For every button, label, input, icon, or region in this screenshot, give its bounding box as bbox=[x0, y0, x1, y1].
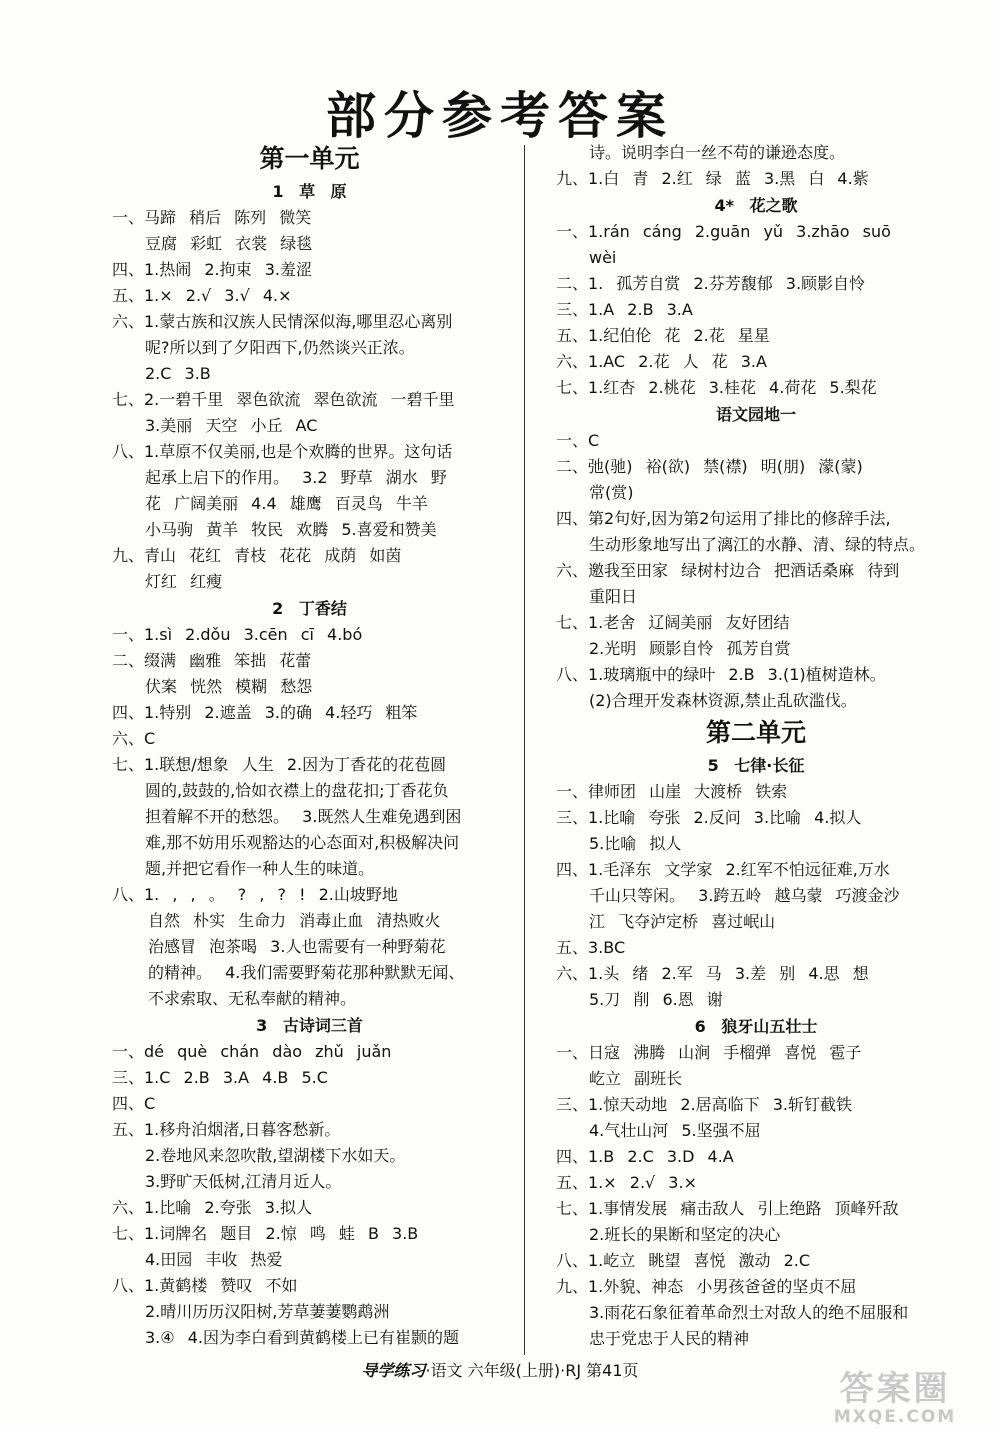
answer-line: 5.比喻 拟人 bbox=[589, 834, 682, 853]
answer-line: 一、dé què chán dào zhǔ juǎn bbox=[112, 1042, 392, 1061]
answer-line: 五、1.移舟泊烟渚,日暮客愁新。 bbox=[112, 1120, 341, 1139]
answer-line: 圆的,鼓鼓的,恰如衣襟上的盘花扣;丁香花负 bbox=[145, 781, 449, 800]
answer-line: 一、马蹄 稍后 陈列 微笑 bbox=[112, 208, 312, 227]
answer-line: 九、青山 花红 青枝 花花 成荫 如茵 bbox=[112, 546, 402, 565]
answer-line: 四、1.B 2.C 3.D 4.A bbox=[556, 1147, 734, 1166]
answer-line: 3.雨花石象征着革命烈士对敌人的绝不屈服和 bbox=[589, 1303, 909, 1322]
answer-line: 灯红 红瘦 bbox=[145, 572, 223, 591]
answer-line: 七、1.联想/想象 人生 2.因为丁香花的花苞圆 bbox=[112, 755, 447, 774]
answer-line: wèi bbox=[589, 248, 617, 267]
answer-line: 五、1.纪伯伦 花 2.花 星星 bbox=[556, 326, 770, 345]
answer-line: 二、弛(驰) 裕(欲) 禁(襟) 明(朋) 濛(蒙) bbox=[556, 457, 863, 476]
watermark-logo bbox=[800, 1370, 990, 1428]
right-column bbox=[556, 140, 956, 1352]
answer-line: 3.④ 4.因为李白看到黄鹤楼上已有崔颢的题 bbox=[145, 1328, 459, 1347]
answer-line: 七、1.老舍 辽阔美丽 友好团结 bbox=[556, 613, 790, 632]
answer-line: 一、日寇 沸腾 山涧 手榴弹 喜悦 雹子 bbox=[556, 1043, 862, 1062]
answer-line: 五、1.× 2.√ 3.√ 4.× bbox=[112, 286, 292, 305]
answer-line: 六、邀我至田家 绿树村边合 把酒话桑麻 待到 bbox=[556, 561, 900, 580]
lesson-heading: 语文园地一 bbox=[715, 405, 796, 424]
answer-line: 四、1.热闹 2.拘束 3.羞涩 bbox=[112, 260, 312, 279]
answer-line: 一、律师团 山崖 大渡桥 铁索 bbox=[556, 782, 788, 801]
lesson-heading: 5 七律·长征 bbox=[707, 756, 805, 775]
footer-info: ·语文 六年级(上册)·RJ 第41页 bbox=[425, 1361, 639, 1380]
answer-line: 屹立 副班长 bbox=[589, 1069, 683, 1088]
footer-brand: 导学练习 bbox=[361, 1361, 426, 1380]
column-divider bbox=[524, 145, 525, 1355]
answer-line: 3.野旷天低树,江清月近人。 bbox=[145, 1172, 342, 1191]
answer-line: 题,并把它看作一种人生的味道。 bbox=[145, 859, 375, 878]
answer-line: 2.光明 顾影自怜 孤芳自赏 bbox=[589, 639, 791, 658]
answer-line: 六、1.蒙古族和汉族人民情深似海,哪里忍心离别 bbox=[112, 312, 453, 331]
answer-line: 治感冒 泡茶喝 3.人也需要有一种野菊花 bbox=[148, 937, 446, 956]
answer-line: 八、1.屹立 眺望 喜悦 激动 2.C bbox=[556, 1251, 811, 1270]
answer-line: 2.晴川历历汉阳树,芳草萋萋鹦鹉洲 bbox=[145, 1302, 390, 1321]
lesson-heading: 3 古诗词三首 bbox=[256, 1016, 363, 1035]
answer-line: 一、C bbox=[556, 431, 600, 450]
answer-line: 四、1.特别 2.遮盖 3.的确 4.轻巧 粗笨 bbox=[112, 703, 418, 722]
answer-line: 伏案 恍然 模糊 愁怨 bbox=[145, 677, 313, 696]
answer-line: 3.美丽 天空 小丘 AC bbox=[145, 416, 318, 435]
answer-line: 七、1.事情发展 痛击敌人 引上绝路 顶峰歼敌 bbox=[556, 1199, 899, 1218]
answer-line: 4.气壮山河 5.坚强不屈 bbox=[589, 1121, 761, 1140]
answer-line: 七、1.红杏 2.桃花 3.桂花 4.荷花 5.梨花 bbox=[556, 378, 877, 397]
answer-line: 八、1.草原不仅美丽,也是个欢腾的世界。这句话 bbox=[112, 442, 453, 461]
answer-line: 难,那不妨用乐观豁达的心态面对,积极解决问 bbox=[145, 833, 460, 852]
answer-line: 4.田园 丰收 热爱 bbox=[145, 1250, 283, 1269]
watermark-url: MXQE.COM bbox=[833, 1407, 957, 1427]
answer-line: 八、1.玻璃瓶中的绿叶 2.B 3.(1)植树造林。 bbox=[556, 665, 886, 684]
answer-line: 忠于党忠于人民的精神 bbox=[589, 1329, 750, 1348]
answer-line: 2.卷地风来忽吹散,望湖楼下水如天。 bbox=[145, 1146, 406, 1165]
answer-line: 不求索取、无私奉献的精神。 bbox=[148, 989, 357, 1008]
answer-line: 重阳日 bbox=[589, 587, 638, 606]
answer-line: 四、1.毛泽东 文学家 2.红军不怕远征难,万水 bbox=[556, 860, 890, 879]
lesson-heading: 4* 花之歌 bbox=[714, 196, 798, 215]
answer-line: 豆腐 彩虹 衣裳 绿毯 bbox=[145, 234, 313, 253]
answer-line: 九、1.白 青 2.红 绿 蓝 3.黑 白 4.紫 bbox=[556, 169, 869, 188]
answer-line: 四、第2句好,因为第2句运用了排比的修辞手法, bbox=[556, 509, 891, 528]
answer-line: 六、C bbox=[112, 729, 156, 748]
answer-line: 的精神。 4.我们需要野菊花那种默默无闻、 bbox=[148, 963, 465, 982]
answer-line: 千山只等闲。 3.跨五岭 越乌蒙 巧渡金沙 bbox=[589, 886, 900, 905]
answer-line: 小马驹 黄羊 牧民 欢腾 5.喜爱和赞美 bbox=[145, 520, 437, 539]
page-title: 部分参考答案 bbox=[326, 86, 674, 145]
answer-line: 呢?所以到了夕阳西下,仍然谈兴正浓。 bbox=[145, 338, 415, 357]
answer-line: 二、缀满 幽雅 笨拙 花蕾 bbox=[112, 651, 312, 670]
answer-line: 七、1.词牌名 题目 2.惊 鸣 蛙 B 3.B bbox=[112, 1224, 419, 1243]
answer-line: 起承上启下的作用。 3.2 野草 湖水 野 bbox=[145, 468, 447, 487]
left-column bbox=[112, 140, 507, 1351]
answer-line: 三、1.A 2.B 3.A bbox=[556, 300, 693, 319]
answer-line: 二、1. 孤芳自赏 2.芬芳馥郁 3.顾影自怜 bbox=[556, 274, 866, 293]
answer-line: 2.班长的果断和坚定的决心 bbox=[589, 1225, 781, 1244]
answer-line: 八、1.黄鹤楼 赞叹 不如 bbox=[112, 1276, 298, 1295]
answer-line: 江 飞夺泸定桥 喜过岷山 bbox=[589, 912, 776, 931]
answer-line: 2.C 3.B bbox=[145, 364, 211, 383]
answer-line: 六、1.比喻 2.夸张 3.拟人 bbox=[112, 1198, 312, 1217]
answer-line: 常(赏) bbox=[589, 483, 634, 502]
answer-line: 三、1.C 2.B 3.A 4.B 5.C bbox=[112, 1068, 328, 1087]
lesson-heading: 2 丁香结 bbox=[272, 599, 347, 618]
answer-line: 三、1.比喻 夸张 2.反问 3.比喻 4.拟人 bbox=[556, 808, 862, 827]
answer-line: 自然 朴实 生命力 消毒止血 清热败火 bbox=[148, 911, 441, 930]
answer-line: 四、C bbox=[112, 1094, 156, 1113]
unit-heading: 第二单元 bbox=[705, 718, 806, 747]
answer-line: 八、1. , , 。 ? , ? ! 2.山坡野地 bbox=[112, 885, 398, 904]
answer-line: 五、1.× 2.√ 3.× bbox=[556, 1173, 697, 1192]
answer-line: 五、3.BC bbox=[556, 938, 626, 957]
answer-line: 六、1.AC 2.花 人 花 3.A bbox=[556, 352, 767, 371]
watermark-text: 答案圈 bbox=[839, 1369, 951, 1409]
answer-line: 六、1.头 绪 2.军 马 3.差 别 4.思 想 bbox=[556, 964, 869, 983]
answer-line: 三、1.惊天动地 2.居高临下 3.斩钉截铁 bbox=[556, 1095, 852, 1114]
answer-line: 诗。说明李白一丝不苟的谦逊态度。 bbox=[589, 143, 846, 162]
answer-line: 一、1.rán cáng 2.guān yǔ 3.zhāo suō bbox=[556, 222, 891, 241]
lesson-heading: 6 狼牙山五壮士 bbox=[694, 1017, 818, 1036]
answer-line: 担着解不开的愁怨。 3.既然人生难免遇到困 bbox=[145, 807, 462, 826]
answer-line: 九、1.外貌、神态 小男孩爸爸的坚贞不屈 bbox=[556, 1277, 857, 1296]
answer-line: 花 广阔美丽 4.4 雄鹰 百灵鸟 牛羊 bbox=[145, 494, 428, 513]
answer-line: 生动形象地写出了漓江的水静、清、绿的特点。 bbox=[589, 535, 926, 554]
answer-line: 5.刀 削 6.恩 谢 bbox=[589, 990, 723, 1009]
answer-line: 一、1.sì 2.dǒu 3.cēn cī 4.bó bbox=[112, 625, 363, 644]
lesson-heading: 1 草 原 bbox=[272, 182, 347, 201]
answer-line: (2)合理开发森林资源,禁止乱砍滥伐。 bbox=[589, 691, 857, 710]
unit-heading: 第一单元 bbox=[259, 144, 360, 173]
answer-line: 七、2.一碧千里 翠色欲流 翠色欲流 一碧千里 bbox=[112, 390, 455, 409]
